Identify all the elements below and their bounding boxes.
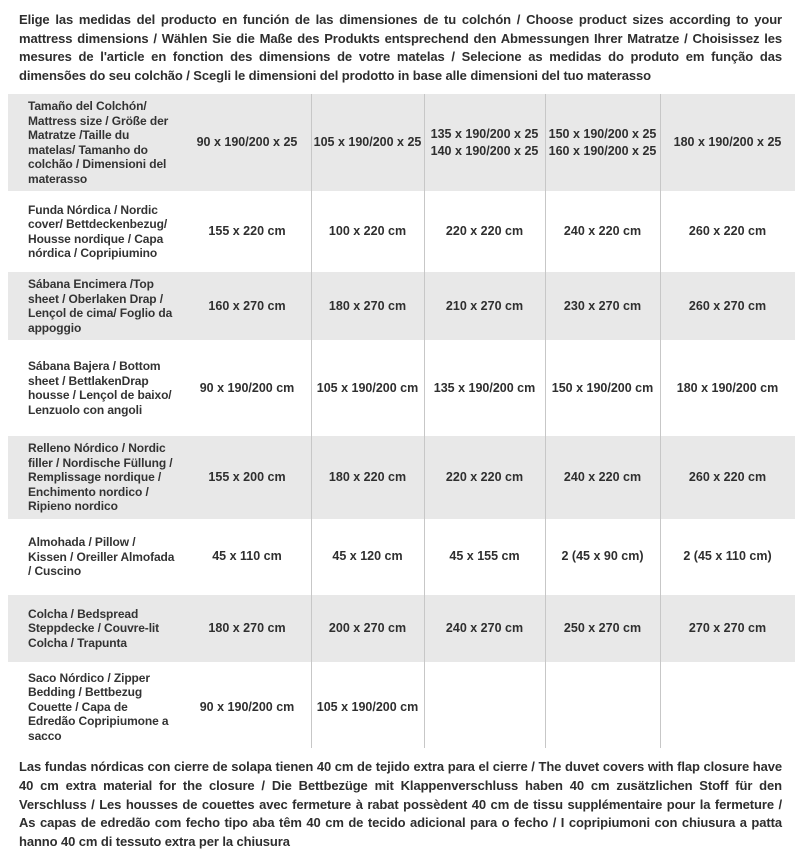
intro-paragraph: Elige las medidas del producto en función de las dimensiones de tu colchón / Choose product sizes according to your mattress dimensions / Wählen Sie die Maße des Produkts entsprechend den Abmessungen Ihrer Matratze / Choisissez les mesures de l'article en fonction des dimensions de votre matelas / Selecione as medidas do produto em função das dimensões do seu colchão / Scegli le dimensioni del prodotto in base alle dimensioni del tuo materasso [19, 12, 782, 83]
size-value: 250 x 270 cm [563, 620, 642, 635]
column-separator [424, 94, 425, 748]
size-cell [660, 195, 795, 268]
row-label: Almohada / Pillow / Kissen / Oreiller Almofada / Cuscino [28, 535, 175, 579]
row-label: Sábana Bajera / Bottom sheet / BettlakenDrap housse / Lençol de baixo/ Lenzuolo con angoli [28, 359, 172, 417]
size-value: 260 x 270 cm [688, 298, 767, 313]
size-value: 260 x 220 cm [688, 470, 767, 485]
table-row-nordic-cover [8, 195, 795, 268]
size-cell empty [424, 666, 545, 749]
size-cell [660, 595, 795, 662]
size-cell [545, 195, 660, 268]
table-row-bedspread [8, 595, 795, 662]
size-value: 260 x 220 cm [688, 224, 767, 239]
size-cell [545, 436, 660, 519]
size-value: 160 x 270 cm [208, 298, 286, 313]
column-separator [660, 94, 661, 748]
size-value: 2 (45 x 90 cm) [561, 549, 644, 564]
size-cell [183, 195, 311, 268]
size-value: 90 x 190/200 x 25 [196, 135, 298, 150]
size-cell [660, 436, 795, 519]
table-row-bottom-sheet [8, 344, 795, 432]
size-value: 160 x 190/200 x 25 [548, 143, 657, 158]
size-value: 105 x 190/200 cm [316, 380, 419, 395]
size-value: 220 x 220 cm [445, 224, 524, 239]
size-cell [424, 195, 545, 268]
size-value: 240 x 270 cm [445, 620, 524, 635]
size-cell [660, 523, 795, 591]
size-cell [545, 523, 660, 591]
size-cell [311, 195, 424, 268]
size-value: 100 x 220 cm [328, 224, 407, 239]
size-value: 150 x 190/200 cm [551, 380, 654, 395]
size-cell [311, 94, 424, 191]
size-value: 240 x 220 cm [563, 470, 642, 485]
size-cell [545, 344, 660, 432]
size-value: 230 x 270 cm [563, 298, 642, 313]
size-cell [660, 344, 795, 432]
size-value: 45 x 110 cm [212, 549, 282, 564]
size-cell [424, 523, 545, 591]
row-label: Sábana Encimera /Top sheet / Oberlaken Drap / Lençol de cima/ Foglio da appoggio [28, 277, 173, 335]
size-value: 180 x 190/200 x 25 [673, 135, 782, 150]
size-value: 270 x 270 cm [688, 620, 767, 635]
size-cell [424, 595, 545, 662]
row-label: Colcha / Bedspread Steppdecke / Couvre-lit Colcha / Trapunta [28, 606, 160, 650]
size-value: 45 x 120 cm [332, 549, 403, 564]
size-cell [424, 94, 545, 191]
size-value: 180 x 220 cm [328, 470, 407, 485]
size-cell [183, 666, 311, 749]
size-cell [660, 94, 795, 191]
size-value: 155 x 220 cm [208, 224, 286, 239]
size-value: 200 x 270 cm [328, 620, 407, 635]
size-cell [660, 272, 795, 340]
size-cell [424, 272, 545, 340]
size-cell [183, 595, 311, 662]
size-cell [311, 272, 424, 340]
size-value: 180 x 190/200 cm [676, 380, 779, 395]
table-row-zipper-bedding [8, 666, 795, 749]
table-row-pillow [8, 523, 795, 591]
size-value: 180 x 270 cm [208, 620, 286, 635]
size-value: 45 x 155 cm [449, 549, 520, 564]
size-value: 90 x 190/200 cm [199, 699, 295, 714]
size-cell [311, 436, 424, 519]
table-row-mattress-size [8, 94, 795, 191]
size-cell [311, 595, 424, 662]
size-cell [545, 595, 660, 662]
size-value: 220 x 220 cm [445, 470, 524, 485]
row-label: Relleno Nórdico / Nordic filler / Nordische Füllung / Remplissage nordique / Enchimento nordico / Ripieno nordico [28, 441, 173, 514]
size-value: 105 x 190/200 x 25 [313, 135, 422, 150]
table-row-nordic-filler [8, 436, 795, 519]
footnote-paragraph: Las fundas nórdicas con cierre de solapa tienen 40 cm de tejido extra para el cierre / The duvet covers with flap closure have 40 cm extra material for the closure / Die Bettbezüge mit Klappenverschluss haben 40 cm zusätzlichen Stoff für den Verschluss / Les housses de couettes avec fermeture à rabat possèdent 40 cm de tissu supplémentaire pour la fermeture / As capas de edredão com fecho tipo aba têm 40 cm de tecido adicional para o fecho / I copripiumoni con chiusura a patta hanno 40 cm di tessuto extra per la chiusura [19, 759, 782, 849]
size-value: 210 x 270 cm [445, 298, 524, 313]
size-cell [311, 666, 424, 749]
row-label: Saco Nórdico / Zipper Bedding / Bettbezug Couette / Capa de Edredão Copripiumone a sacco [28, 670, 169, 743]
size-value: 155 x 200 cm [208, 470, 286, 485]
size-cell [424, 344, 545, 432]
size-cell [545, 94, 660, 191]
size-cell [311, 344, 424, 432]
column-separator [545, 94, 546, 748]
size-value: 2 (45 x 110 cm) [683, 549, 772, 564]
size-value: 105 x 190/200 cm [316, 699, 419, 714]
size-cell [183, 272, 311, 340]
row-label: Funda Nórdica / Nordic cover/ Bettdeckenbezug/ Housse nordique / Capa nórdica / Copripiumino [28, 202, 168, 261]
size-cell empty [660, 666, 795, 749]
size-cell [183, 523, 311, 591]
row-label: Tamaño del Colchón/ Mattress size / Größe der Matratze /Taille du matelas/ Tamanho do colchão / Dimensioni del materasso [28, 99, 169, 186]
size-value: 135 x 190/200 x 25 [430, 126, 539, 141]
size-cell [311, 523, 424, 591]
size-cell [183, 344, 311, 432]
size-cell empty [545, 666, 660, 749]
size-cell [424, 436, 545, 519]
size-value: 140 x 190/200 x 25 [430, 143, 539, 158]
table-row-top-sheet [8, 272, 795, 340]
size-value: 135 x 190/200 cm [433, 380, 536, 395]
size-cell [545, 272, 660, 340]
size-cell [183, 94, 311, 191]
column-separator [311, 94, 312, 748]
size-value: 150 x 190/200 x 25 [548, 126, 657, 141]
size-cell [183, 436, 311, 519]
size-table [8, 94, 795, 748]
size-value: 240 x 220 cm [563, 224, 642, 239]
size-value: 180 x 270 cm [328, 298, 407, 313]
size-value: 90 x 190/200 cm [199, 380, 295, 395]
